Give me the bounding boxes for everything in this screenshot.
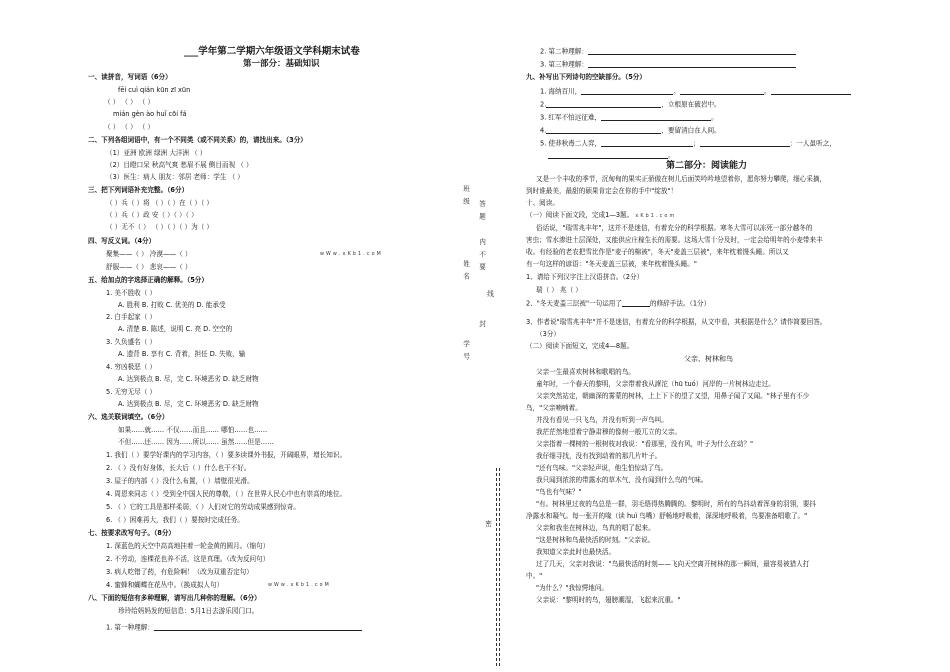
reading1-watermark: x K b 1 . c o m	[635, 214, 675, 219]
s8-message: 珍玲给妈妈发的短信息：5月1日去游乐园门口。	[118, 607, 259, 615]
exam-title: ___学年第二学期六年级语文学科期末试卷	[184, 46, 360, 57]
story-line-16: 我知道父亲此时也最快活。	[536, 548, 616, 556]
story-line-20: 父亲说："黎明时的鸟，翅膀潮湿，飞起来沉重。"	[536, 596, 681, 604]
story-line-9: "还有鸟味。"父亲轻声说，他生怕惊动了鸟。	[536, 464, 668, 472]
s5-q2-options: A. 清楚 B. 陈述，说明 C. 亮 D. 空空的	[118, 325, 233, 333]
s8-u1-blank[interactable]	[154, 624, 362, 631]
s9-p4-blank[interactable]	[546, 127, 661, 134]
reading1-q2-text: 2、"冬天麦盖三层被"一句运用了	[526, 299, 622, 308]
margin-number-label: 学 号	[461, 340, 470, 362]
story-line-5: 并没有看见一只飞鸟，并没有听到一声鸟叫。	[536, 416, 668, 424]
watermark-text: w W w . x K b 1 . c o M	[320, 252, 382, 257]
margin-line-label: 线	[485, 290, 494, 299]
s5-q5-options: A. 达到极点 B. 尽，完 C. 环境恶劣 D. 缺乏财物	[118, 400, 259, 408]
s9-p4-num: 4.	[540, 126, 547, 135]
s9-poem1	[540, 88, 851, 95]
s9-p1-blank3[interactable]	[771, 88, 851, 95]
s7-q3: 3. 病人吃错了药，有危险啊！（改为双重否定句）	[106, 568, 253, 576]
s9-p1-blank1[interactable]	[581, 88, 673, 95]
s5-q4: 4. 穷凶极恶（ ）	[106, 363, 157, 371]
margin-no-answer-label: 内 不 要	[477, 238, 486, 272]
s3-heading: 三、把下列词语补充完整。（6分）	[88, 186, 189, 194]
story-line-6: 我茫茫然地望着宁静肃穆的像树一般兀立的父亲。	[536, 428, 682, 436]
s8-u2-blank[interactable]	[588, 48, 796, 55]
reading1-q3-score: （3分）	[536, 330, 560, 338]
margin-name-label: 姓 名	[461, 260, 470, 282]
s2-line1: （1）亚洲 欧洲 绿洲 大洋洲 （ ）	[106, 149, 207, 157]
s9-p5-blank2[interactable]	[700, 140, 790, 147]
s5-q2: 2. 白手起家（ ）	[106, 313, 157, 321]
s9-poem3	[540, 114, 718, 121]
s2-line2: （2）目瞪口呆 秋高气爽 愁眉不展 侧目而视 （ ）	[106, 161, 253, 169]
part2-intro-2: 到时谁最美，最甜的硕果肯定会在你的手中"绽放"！	[526, 187, 678, 195]
s9-p4-text: ，要留清白在人间。	[661, 126, 721, 135]
s9-p2-text: ，立根原在破岩中。	[661, 100, 721, 109]
s6-q5: 5. （ ）它的工具是那样柔弱，（ ）人们对它的劳动成果感到惊奇。	[106, 503, 300, 511]
s4-heading: 四、写反义词。（4分）	[88, 237, 156, 245]
reading1-para-line4: 有一句这样的谚语："冬天麦盖三层被，来年枕着馒头睡。"	[526, 260, 697, 268]
story-line-15: "这是树林和鸟最快活的时刻。"父亲说。	[536, 536, 655, 544]
s5-q5: 5. 无穷无尽（ ）	[106, 388, 157, 396]
s9-p2-num: 2.	[540, 100, 547, 109]
s9-p3-blank[interactable]	[601, 114, 711, 121]
part2-title: 第二部分：阅读能力	[666, 161, 748, 171]
binding-dashed-line-2	[499, 468, 500, 666]
s6-words2: 不但……还…… 因为……所以…… 虽然……但是……	[118, 438, 274, 446]
s1-heading: 一、读拼音，写词语（6分）	[88, 73, 172, 81]
margin-class-label: 班 级	[461, 185, 470, 207]
s2-heading: 二、下列各组词语中，有一个不同类（或不同关系）的，请找出来。（3分）	[88, 136, 307, 144]
story-line-14: 父亲和我坐在树林边，鸟真的唱了起来。	[536, 524, 655, 532]
s1-blanks-row1: （ ） （ ） （ ）	[104, 98, 155, 106]
story-line-11: "鸟也有气味？"	[536, 488, 582, 496]
s3-line3: （ ）无不（ ） （ ）（ ）（ ）为（ ）	[106, 223, 213, 231]
reading1-q2-blank[interactable]	[622, 300, 650, 307]
story-line-1: 父亲一生最喜欢树林和歌唱的鸟。	[536, 368, 635, 376]
s5-q4-options: A. 达到极点 B. 尽，完 C. 环境恶劣 D. 缺乏财物	[118, 375, 259, 383]
story-line-8: 我仔细寻找，没有找到动着的那几片叶子。	[536, 452, 662, 460]
s6-q2: 2. （ ）没有好身体，长大后（ ）什么也干不好。	[106, 464, 251, 472]
s9-p5-text2: ：一人虽听之，	[789, 139, 836, 148]
s9-p5-text: 5. 使莽秋毒二人弈，	[540, 139, 602, 148]
reading2-heading: （二）阅读下面短文，完成4—8题。	[526, 342, 634, 350]
reading1-q3: 3、作者说"瑞雪兆丰年"并不是迷信，有着充分的科学根据，从文中看，其根据是什么？请作简要回答。	[526, 318, 827, 326]
s8-u1-label: 1. 第一种理解：	[106, 623, 154, 632]
s8-u3-label: 3. 第三种理解：	[540, 60, 588, 69]
s9-p3-text: 3. 红军不怕远征难，	[540, 113, 602, 122]
s5-q1: 1. 美不胜收（ ）	[106, 289, 157, 297]
reading1-q2-text2: 的修辞手法。（1分）	[649, 299, 711, 308]
s1-pinyin-row2: mián gèn ào huǐ cōi fá	[113, 110, 187, 118]
s4-line2: 舒服——（ ） 悲哀——（ ）	[106, 263, 192, 271]
s9-p5-end: 。	[668, 151, 675, 160]
story-line-13: 净露水和凝气。每一张开的喙（读 huì 鸟嘴）舒畅地呼吸着，深深地呼吸着，鸟要准备唱歌了。"	[526, 512, 808, 520]
watermark-text-2: w W w . x K b 1 . c o M	[268, 583, 330, 588]
binding-dashed-line	[496, 468, 497, 666]
s5-q3-options: A. 遗背 B. 享有 C. 背着，担任 D. 失败，输	[118, 350, 246, 358]
story-line-18: 中。"	[526, 572, 543, 580]
s5-q3: 3. 久负盛名（ ）	[106, 338, 157, 346]
reading1-q1-blanks: 瑞（ ） 兆（ ）	[536, 286, 582, 294]
reading1-q1: 1、请给下列汉字注上汉语拼音。（2分）	[526, 273, 644, 281]
s9-poem2	[540, 101, 721, 108]
s7-q1: 1. 深蓝色的天空中高高地挂着一轮金黄的圆月。（缩句）	[106, 542, 270, 550]
s6-q3: 3. 屋子的内部（ ）没什么布置，（ ）墙壁很光滑。	[106, 477, 254, 485]
s9-p1-punct2: 。	[763, 87, 771, 96]
s9-heading: 九、补写出下列诗句的空缺部分。（5分）	[526, 73, 646, 81]
s8-understanding-2	[540, 48, 796, 55]
s7-heading: 七、按要求改写句子。（8分）	[88, 529, 176, 537]
part1-title: 第一部分：基础知识	[243, 59, 320, 69]
s9-p5-blank1[interactable]	[601, 140, 693, 147]
s8-heading: 八、下面的短信有多种理解，请写出几种你的理解。（6分）	[88, 594, 261, 602]
section-ten-heading: 十、阅读。	[526, 199, 559, 207]
s6-q6: 6. （ ）困难再大，我们（ ）要按时完成任务。	[106, 516, 244, 524]
story-line-2: 童年时，一个春天的黎明，父亲带着我从滹沱（hū tuó）河岸的一片树林边走过。	[536, 380, 775, 388]
s8-u3-blank[interactable]	[588, 61, 796, 68]
s9-p1-blank2[interactable]	[680, 88, 764, 95]
s1-pinyin-row1: fēi cuì qián kūn zī xūn	[118, 86, 191, 94]
s6-q4: 4. 周恩来同志（ ）受到全中国人民的尊敬，（ ）在世界人民心中也有崇高的地位。	[106, 490, 347, 498]
s8-understanding-1	[106, 624, 362, 631]
s6-heading: 六、选关联词填空。（6分）	[88, 413, 169, 421]
s9-poem5-cont	[548, 152, 675, 159]
s6-q1: 1. 我们（ ）要学好课内的学习内容，（ ）要多读课外书报，开阔眼界，增长知识。	[106, 451, 347, 459]
s9-p1-punct1: 。	[673, 87, 680, 96]
story-line-17: 过了几天，父亲对我说："鸟最快活的时刻——飞向天空离开树林的那一瞬间，最容易被猎人打	[536, 560, 810, 568]
s5-q1-options: A. 胜利 B. 打败 C. 优美的 D. 能承受	[118, 301, 226, 309]
reading1-para-line2: 害虫；雪水渗进土层深处，又能供应庄稼生长的需要。这场大雪十分及时，一定会给明年的小麦带来丰	[526, 236, 823, 244]
s1-blanks-row2: （ ） （ ） （ ）	[104, 123, 155, 131]
story-line-7: 父亲指着一棵树的一根树枝对我说："看那里，没有风，叶子为什么在动？"	[536, 440, 754, 448]
s6-words1: 如果……就…… 不仅……而且…… 哪怕……也……	[118, 426, 268, 434]
story-line-3: 父亲突然站定，朝幽深的雾蒙的树林，上上下下的望了又望，用鼻子闻了又闻。"林子里有不少	[536, 392, 810, 400]
s7-q4: 4. 蜜蜂和蝴蝶在花丛中。（换成拟人句）	[106, 581, 224, 589]
margin-answer-label: 答 题	[477, 200, 486, 222]
story-line-10: 我只闻到浓浓的带露水的草木气，没有闻到什么鸟的气味。	[536, 476, 708, 484]
s9-p5-punct: ；	[693, 139, 700, 148]
s3-line1: （ ）兵（ ）将 （ ）（ ）在（ ）（ ）	[106, 199, 213, 207]
s9-p1-text: 1. 海纳百川，	[540, 87, 582, 96]
margin-secret-label: 密	[483, 520, 492, 529]
s4-line1: 聚集——（ ） 冷漠——（ ）	[106, 250, 192, 258]
s9-p3-punct: 。	[711, 113, 718, 122]
story-line-19: "为什么？"我惊愕地问。	[536, 584, 609, 592]
part2-intro-1: 又是一个丰收的季节，沉甸甸的果实正骄傲在树儿后面笑吟吟地望着你，愿你努力攀爬，细心采摘，	[536, 175, 827, 183]
reading1-q2	[526, 300, 710, 307]
reading1-para-line1: 俗话说，"瑞雪兆丰年"，这并不是迷信，有着充分的科学根据。寒冬大雪可以冻死一部分越冬的	[536, 224, 813, 232]
s7-q2: 2. 不劳动，连棵花也养不活，这是真理。（改为反问句）	[106, 555, 270, 563]
margin-seal-label: 封	[477, 320, 486, 329]
story-line-4: 鸟，"父亲喃喃着。	[526, 404, 582, 412]
s3-line2: （ ）兵（ ）政 安（ ）（ ）（ ）	[106, 211, 198, 219]
s5-heading: 五、给加点的字选择正确的解释。（5分）	[88, 276, 208, 284]
s2-line3: （3）医生：病人 朋友：邻居 老师：学生 （ ）	[106, 173, 244, 181]
reading1-heading-text: （一）阅读下面文段，完成1—3题。	[526, 211, 634, 219]
s8-understanding-3	[540, 61, 796, 68]
s9-poem5	[540, 140, 836, 147]
s9-poem4	[540, 127, 721, 134]
reading1-para-line3: 收。有经验的老农把雪比作是"麦子的棉被"，冬天"麦盖三层被"，来年枕着馒头睡。所以又	[526, 248, 789, 256]
s9-p5-blank3[interactable]	[548, 152, 668, 159]
story-title: 父亲、树林和鸟	[684, 355, 733, 363]
reading1-heading	[526, 212, 674, 220]
s9-p2-blank[interactable]	[546, 101, 661, 108]
story-line-12: "有。树林里过夜的鸟总是一群，羽毛焐得热腾腾的。黎明时，所有的鸟抖动着浑身的羽翎，要抖	[536, 500, 816, 508]
s8-u2-label: 2. 第二种理解：	[540, 47, 588, 56]
